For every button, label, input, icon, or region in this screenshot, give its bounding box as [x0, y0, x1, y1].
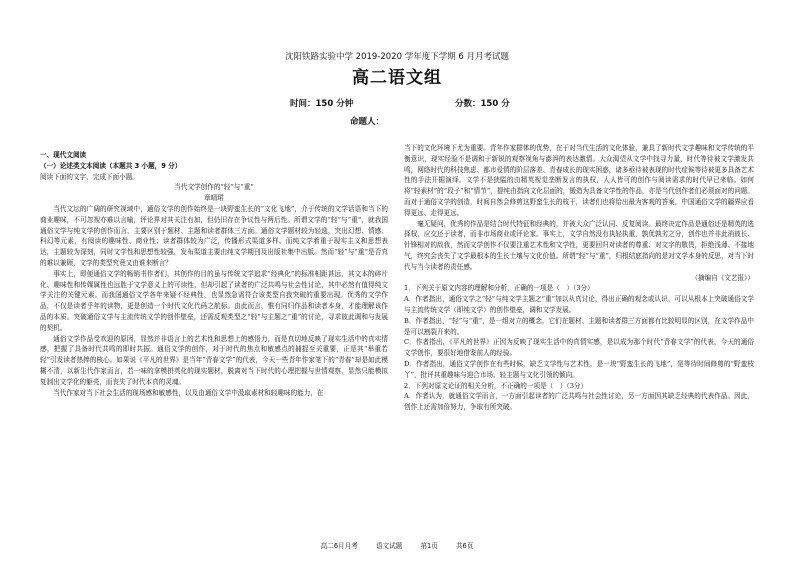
section-heading: 一、现代文阅读	[40, 151, 87, 159]
question-1-option-d: D．作者指出，通俗文学创作在有些时候，缺乏文学性与艺术性，是一块“野蛮生长的飞地”，是等待时间修剪的“野蛮枝丫”，批评其重趣味与迎合市场、轻主题与文化引领的倾向。	[404, 359, 754, 379]
paragraph: 当下的文化环境下尤为重要。青年作家群体的优势，在于对当代生活的文化体验，兼具了新时代文学趣味和文学传统的平衡意识，现实经验不是调和于新锐的观察视角与澎湃的表达激情。大众渴望从文学中找寻力量，时代等待被文学激发共鸣，网络时代的科技焦虑、都市爱情的阶层落差、青春成长的现实困惑，诸多亟待被表现的时代症候等待被更多具备艺术性的手法开掘演绎。文学不是狭隘的由精英视觉垄断发言的执权，人人皆可的创作与阅读需求的时代早已来临。如何将“轻素材”的“段子”和“情节”，提纯由指向文化层面的，锻造为具备文学性的作品，亦是当代创作者们必须面对的问题。而对于通俗文学的创造，时间自然会修剪这野蛮生长的枝干，读者们也将给出最为客观的答案，中国通俗文学的疆界应看得更远、走得更远。	[404, 144, 754, 217]
question-2-option-a: A．作者认为，就通俗文学而言，一方面引起读者的广泛共鸣与社会性讨论，另一方面因其缺乏经典的代表作品。因此，创作上还需加倍努力，争取有所突破。	[404, 392, 754, 412]
score-label: 分数：150 分	[455, 99, 510, 109]
exam-title: 沈阳铁路实验中学 2019-2020 学年度下学期 6 月月考试题	[284, 52, 510, 62]
right-column	[404, 143, 754, 413]
paragraph: 毫无疑问，优秀的作品是结合时代特征和经典的，并被大众广泛认同、反复阅读。最终决定作品是通俗还是精英的选择权，应交还于读者，而非市场商业或评论家。事实上，文学自然没有执轻执重，孰优孰劣之分，创作也并非此消彼长、针锋相对的敌我，然而文学创作不仅要注重艺术性和文学性，更要回归对读者的尊重、对文字的敬畏，拒绝浅薄、不接地气，终究会丧失了文学最根本的生长土壤与文化价值。所谓“轻”与“重”，归根结底指向的是对文学本身的反思，对当下时代与当今读者的责任感。	[404, 219, 754, 271]
paragraph: 当代作家对当下社会生活的现场感和敏感性，以及由通俗文学中汲取素材和轻趣味的能力，在	[53, 388, 324, 397]
time-label: 时间：150 分钟	[290, 99, 354, 109]
question-1-option-c: C．作者指出，《平凡的世界》正因为反映了现实生活中的真情实感，是以成为那个时代“青春文学”的代表，今天的通俗文学创作，要很好地借鉴前人的经验。	[404, 338, 754, 358]
question-1-option-a: A．作者指出，通俗文学之“轻”与纯文学主题之“重”加以从真讨论，得出正确的观念或认识，可以从根本上突破通俗文学与主流传统文学（即纯文学）的创作壁垒，调和文学发展。	[404, 295, 754, 314]
paragraph: 事实上，即便通俗文学的畅销书作者们，其创作的目的虽与传统文学追求“经典化”的标准相距甚远，其文本的碎片化、趣味性和传媒属性也远胜于文学意义上的可读性，但却引起了读者的广泛共鸣与社会性讨论，其中必然有值得纯文学关注的关键元素。而我国通俗文学各年来疑不经典性，也显然急需符合该类型自我突破的重要出现。优秀的文学作品，不仅是读者乎年的读物，更是创造一个时代文化代码之航标。由此而言，惟有同归作品和读者本身，才能理解该作品的本质。突破通俗文学与主流传统文学的创作壁垒，还需反观类型之“轻”与主题之“重”的讨论，寻求彼此调和与发展的契机。	[40, 269, 388, 332]
article-title: 当代文学创作的“轻”与“重”	[174, 183, 254, 192]
author-label: 命题人：	[350, 117, 385, 127]
group-title: 高二语文组	[352, 68, 442, 88]
question-2: 2．下列对原文论证的相关分析，不正确的一项是（ ）（3分）	[404, 381, 588, 390]
footer-course: 高二6月月考	[320, 542, 358, 550]
page-footer	[0, 540, 794, 550]
left-column	[40, 150, 388, 398]
source-note: （摘编自《文艺报》）	[691, 273, 754, 282]
article-author: 章晴珺	[204, 194, 224, 203]
footer-subject: 语文试题	[375, 542, 403, 550]
instruction: 阅读下面的文字，完成下面小题。	[40, 172, 139, 181]
footer-total: 共6页	[455, 542, 474, 550]
question-1: 1．下列关于原文内容的理解和分析，正确的一项是（ ）（3分）	[404, 284, 594, 293]
subsection-heading: （一）论述类文本阅读（本题共 3 小题，9 分）	[40, 161, 182, 170]
paragraph: 通俗文学作品受欢迎的原因，显然并非语言上的艺术性和思想上的感悟力，而是真切地反映了现实生活中的真实情感，把握了具备时代共鸣的即时共振。通俗文学的创作，对于时代的焦点和敏感点的捕捉至关重要，正是其“举重若轻”引发读者热捧的核心。如果说《平凡的世界》是当年“青春文学”的代表，今天一些青年作家笔下的“青春”却是如此模糊不清，以新生代作家而言，若一味的拿模拼英化的现实题材，脱离对当下时代的心理把握与世情观察，显然只能模拟复制出文学化的躯壳，而丧失了时代本真的灵魂。	[40, 334, 388, 386]
footer-page: 第1页	[420, 542, 438, 550]
question-1-option-b: B．作者指出，“轻”与“重”，是一组对立的概念，它们在题材、主题和读者群三方面都有比较明显的区别，在文学作品中是可以割裂开来的。	[404, 316, 754, 336]
paragraph: 当代文坛的广阔的研究视域中，通俗文学的创作始终是一块野蛮生长的“文化飞地”，介于传统的文学话语和当下的商业趣味，不可忽视亦难以言喻，评论界对其关注有加，但仍旧存在争议性与两后性。所谓文学的“轻”与“重”，就我国通俗文学与纯文学的创作而言，主要区别于题材、主题和读者群体三方面。通俗文学题材较为轻逸，突出幻想、情感、科幻等元素，有阅读的趣味性、商业性；读者群体较为广泛，传播形式渠道多样。而纯文学着重于现实主义和思想表达，主题较为深刻，同时文学性和思想性较强，发布渠道主要由纯文学期刊及出版社集中出版。然而“轻”与“重”是否真的难以兼顾，文学的类型究竟又由谁来断言？	[40, 204, 388, 267]
